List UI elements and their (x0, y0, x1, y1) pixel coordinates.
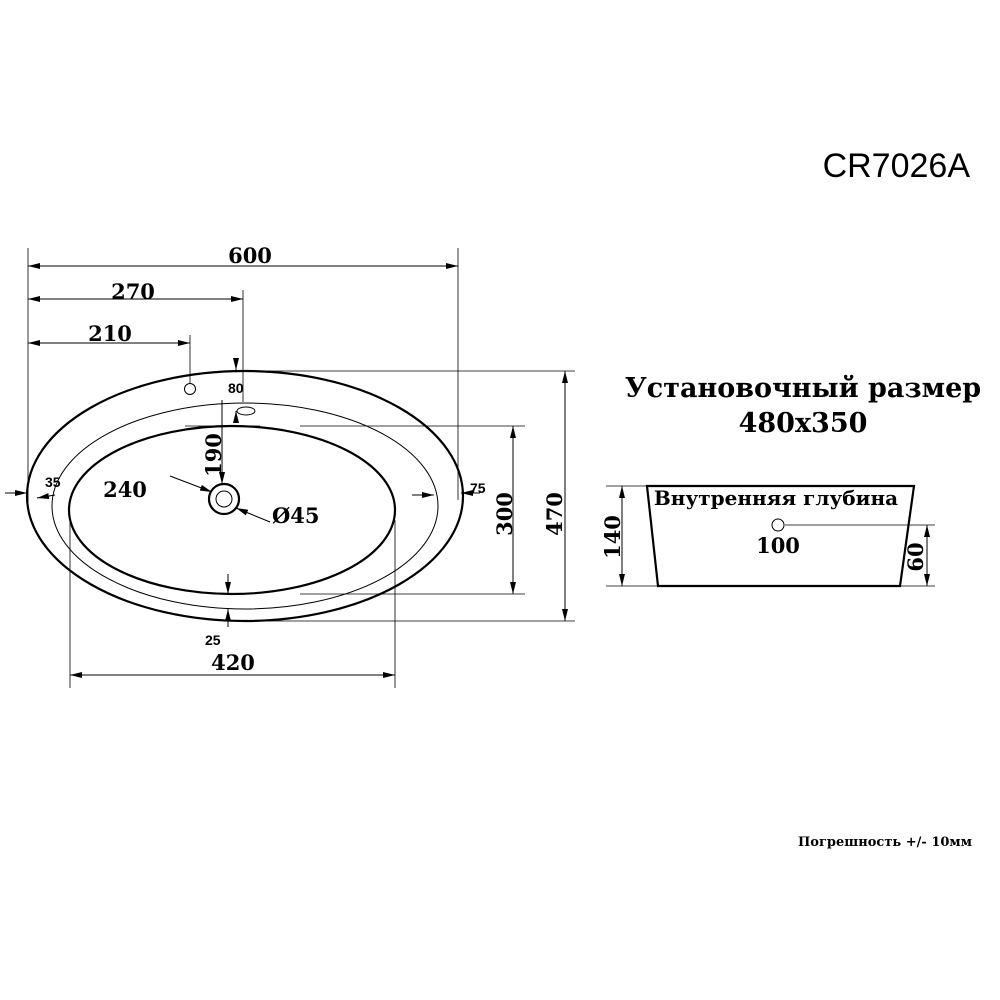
dim-inner-depth: 300 (492, 492, 517, 536)
dim-drain-from-rim: 190 (201, 433, 226, 477)
dim-side-rim: 35 (45, 474, 61, 490)
dim-overall-height: 140 (600, 515, 625, 559)
tolerance-note: Погрешность +/- 10мм (798, 835, 972, 850)
dim-overflow-height: 60 (903, 542, 928, 572)
dim-to-tap-hole: 210 (88, 321, 132, 346)
basin-outer-outline (27, 371, 463, 621)
mounting-size-label: Установочный размер (624, 373, 982, 404)
dim-to-tap-hole-edge: 270 (111, 279, 155, 304)
plan-view (5, 243, 575, 688)
overflow-hole (237, 407, 255, 415)
side-view (600, 486, 935, 586)
dim-drain-from-side: 240 (103, 477, 147, 502)
inner-depth-value: 100 (756, 533, 800, 558)
dim-right-rim: 75 (470, 480, 486, 496)
dim-overall-width: 600 (228, 243, 272, 268)
model-code: CR7026A (822, 147, 970, 185)
dim-front-rim: 25 (205, 632, 221, 648)
tap-hole (185, 384, 196, 395)
dim-drain-diameter: Ø45 (272, 503, 320, 528)
dim-inner-width: 420 (211, 650, 255, 675)
inner-depth-label: Внутренняя глубина (653, 486, 899, 510)
drain-hole (209, 484, 239, 514)
basin-bowl-outline (69, 426, 395, 594)
dim-tap-hole-offset: 80 (228, 380, 244, 396)
overflow-hole-side (772, 519, 784, 531)
dim-overall-depth: 470 (542, 492, 567, 536)
mounting-size-value: 480x350 (738, 408, 868, 439)
basin-rim-line (52, 403, 438, 609)
drain-inner-ring (216, 491, 232, 507)
